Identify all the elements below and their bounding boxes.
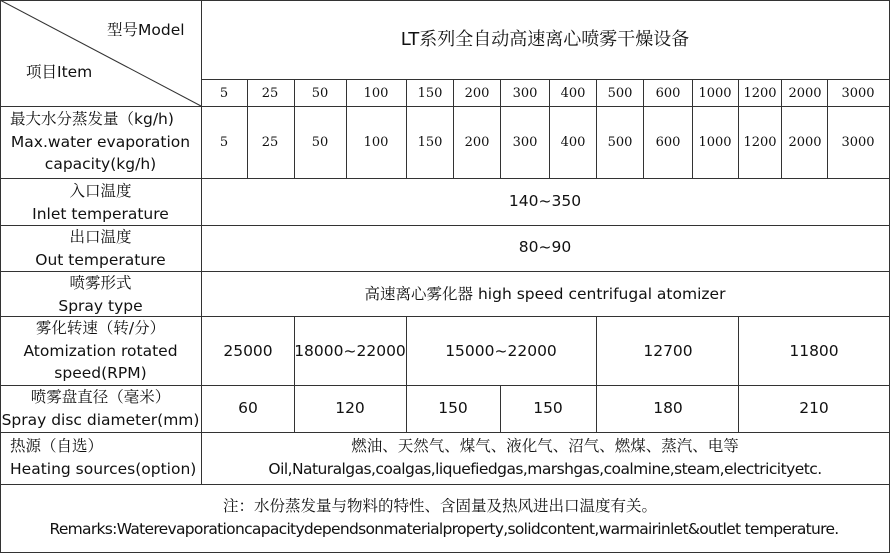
evaporation-label: [0, 108, 201, 176]
spray-type-label-zh: 喷雾形式: [69, 274, 132, 292]
model-cell: 50: [311, 86, 329, 101]
outlet-label-zh: 出口温度: [69, 228, 132, 246]
inlet-label: [0, 180, 201, 225]
disc-cell: 180: [653, 399, 683, 417]
model-cell: 150: [417, 86, 443, 101]
evaporation-cell: 400: [560, 135, 586, 150]
disc-cell: 210: [799, 399, 829, 417]
evaporation-cell: 25: [261, 135, 279, 150]
rpm-label-zh: 雾化转速（转/分）: [35, 319, 166, 337]
evaporation-cell: 600: [655, 135, 681, 150]
disc-cell: 150: [533, 399, 563, 417]
inlet-label-zh: 入口温度: [69, 182, 132, 200]
item-header-label: 项目Item: [26, 63, 93, 81]
model-cell: 200: [464, 86, 490, 101]
page-title: LT系列全自动高速离心喷雾干燥设备: [400, 29, 690, 50]
outlet-label-en: Out temperature: [35, 250, 166, 269]
evaporation-cell: 1000: [698, 135, 732, 150]
rpm-label: [0, 317, 201, 385]
disc-cell: 60: [238, 399, 258, 417]
model-cell: 2000: [788, 86, 822, 101]
spray-type-label: [0, 272, 201, 317]
disc-label-zh: 喷雾盘直径（毫米）: [30, 388, 171, 406]
model-header-label: 型号Model: [107, 21, 185, 39]
model-cell: 25: [261, 86, 279, 101]
disc-cell: 150: [438, 399, 468, 417]
spray-type-label-en: Spray type: [58, 296, 143, 315]
heat-value-en: Oil,Naturalgas,coalgas,liquefiedgas,marshgas,coalmine,steam,electricityetc.: [268, 460, 822, 478]
rpm-cell: 12700: [643, 342, 693, 360]
evaporation-label-zh: 最大水分蒸发量（kg/h): [10, 110, 174, 128]
outlet-value: 80~90: [518, 238, 572, 256]
disc-label-en: Spray disc diameter(mm): [1, 410, 200, 429]
rpm-cell: 18000~22000: [294, 342, 406, 360]
evaporation-cell: 50: [311, 135, 329, 150]
evaporation-cell: 2000: [788, 135, 822, 150]
outlet-label: [0, 226, 201, 271]
evaporation-cell: 1200: [743, 135, 777, 150]
model-cell: 1200: [743, 86, 777, 101]
model-cell: 500: [607, 86, 633, 101]
evaporation-cell: 100: [363, 135, 389, 150]
evaporation-cell: 500: [607, 135, 633, 150]
evaporation-cell: 5: [219, 135, 229, 150]
inlet-label-en: Inlet temperature: [32, 204, 169, 223]
rpm-cell: 11800: [789, 342, 839, 360]
model-cell: 1000: [698, 86, 732, 101]
rpm-cell: 25000: [223, 342, 273, 360]
heat-label: [0, 435, 201, 480]
model-cell: 100: [363, 86, 389, 101]
rpm-label-en2: speed(RPM): [54, 364, 147, 382]
model-cell: 5: [219, 86, 229, 101]
heat-label-en: Heating sources(option): [10, 459, 197, 478]
inlet-value: 140~350: [508, 192, 582, 210]
rpm-label-en1: Atomization rotated: [23, 341, 178, 360]
spray-type-value: 高速离心雾化器 high speed centrifugal atomizer: [364, 285, 726, 303]
heat-label-zh: 热源（自选）: [10, 437, 104, 455]
disc-cell: 120: [335, 399, 365, 417]
rpm-cell: 15000~22000: [445, 342, 557, 360]
remarks-zh: 注：水份蒸发量与物料的特性、含固量及热风进出口温度有关。: [222, 497, 658, 515]
evaporation-cell: 3000: [841, 135, 875, 150]
evaporation-label-en1: Max.water evaporation: [10, 132, 191, 151]
disc-label: [0, 386, 201, 431]
evaporation-cell: 200: [464, 135, 490, 150]
model-cell: 3000: [841, 86, 875, 101]
heat-value-zh: 燃油、天然气、煤气、液化气、沼气、燃煤、蒸汽、电等: [351, 437, 739, 455]
model-cell: 400: [560, 86, 586, 101]
model-cell: 300: [512, 86, 538, 101]
evaporation-cell: 300: [512, 135, 538, 150]
evaporation-cell: 150: [417, 135, 443, 150]
evaporation-label-en2: capacity(kg/h): [44, 155, 157, 173]
model-cell: 600: [655, 86, 681, 101]
remarks-en: Remarks:Waterevaporationcapacitydependsonmaterialproperty,solidcontent,warmairinlet&outlet temperature.: [49, 520, 839, 538]
